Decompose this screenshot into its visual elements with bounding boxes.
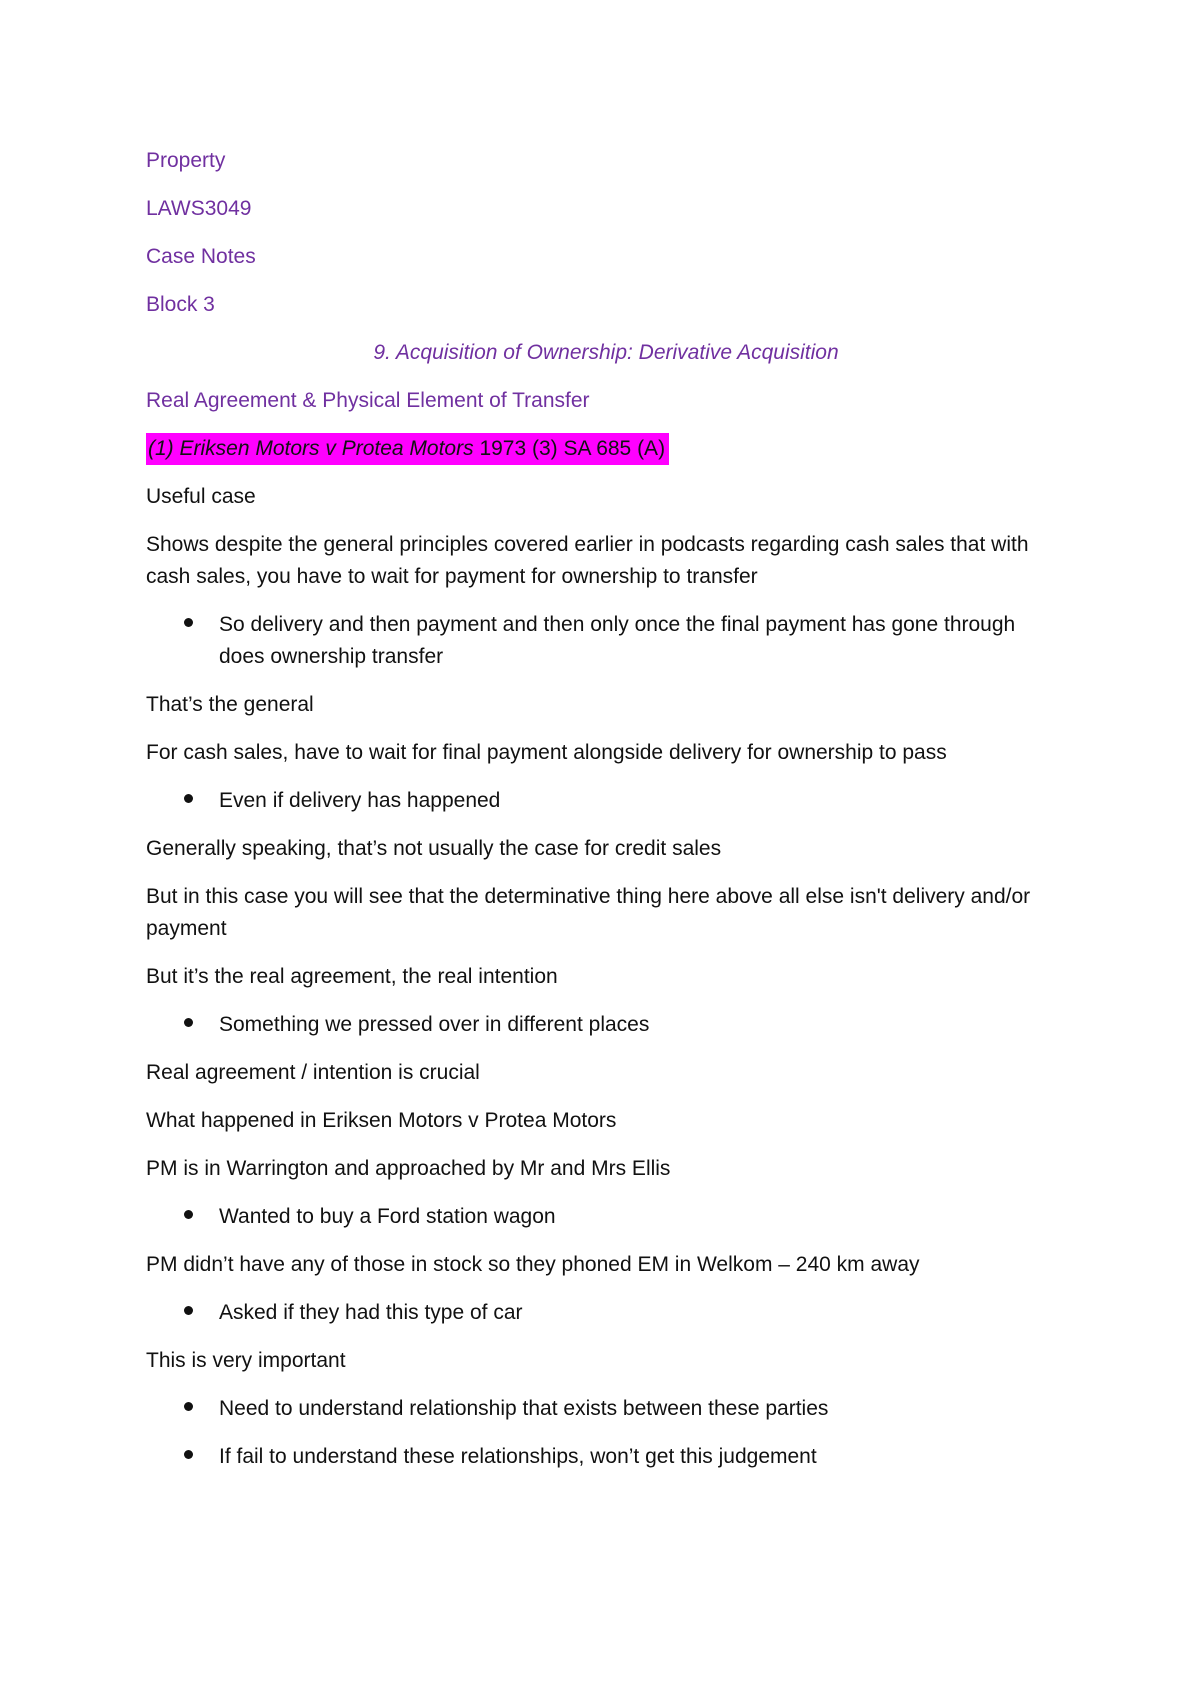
bullet-dot-icon [184,1450,193,1459]
document-content [146,145,1066,1489]
bullet-item [146,1297,1066,1329]
bullet-dot-icon [184,794,193,803]
bullet-dot-icon [184,1210,193,1219]
bullet-text: So delivery and then payment and then only once the final payment has gone through does ownership transfer [219,613,1016,668]
bullet-text: Need to understand relationship that exists between these parties [219,1397,829,1420]
case-number: (1) [148,437,174,460]
document-type: Case Notes [146,245,256,268]
note-paragraph: Generally speaking, that’s not usually the case for credit sales [146,837,722,860]
subject-heading: Property [146,149,226,172]
note-paragraph: Shows despite the general principles covered earlier in podcasts regarding cash sales that with cash sales, you have to wait for payment for ownership to transfer [146,533,1029,588]
note-paragraph: That’s the general [146,693,314,716]
note-paragraph: PM is in Warrington and approached by Mr and Mrs Ellis [146,1157,671,1180]
notes-list [146,481,1066,1473]
note-paragraph: But it’s the real agreement, the real intention [146,965,558,988]
case-heading [146,433,1066,465]
section-title: 9. Acquisition of Ownership: Derivative Acquisition [373,341,839,364]
bullet-dot-icon [184,1018,193,1027]
bullet-dot-icon [184,618,193,627]
bullet-text: Asked if they had this type of car [219,1301,523,1324]
bullet-dot-icon [184,1402,193,1411]
bullet-text: Wanted to buy a Ford station wagon [219,1205,556,1228]
bullet-item [146,609,1066,673]
note-paragraph: PM didn’t have any of those in stock so they phoned EM in Welkom – 240 km away [146,1253,920,1276]
bullet-item [146,785,1066,817]
note-paragraph: Real agreement / intention is crucial [146,1061,480,1084]
case-citation: 1973 (3) SA 685 (A) [479,437,666,460]
case-highlight [146,433,669,465]
note-paragraph: Useful case [146,485,256,508]
subsection-title: Real Agreement & Physical Element of Transfer [146,389,590,412]
note-paragraph: This is very important [146,1349,346,1372]
bullet-item [146,1441,1066,1473]
bullet-item [146,1009,1066,1041]
block-label: Block 3 [146,293,215,316]
note-paragraph: But in this case you will see that the determinative thing here above all else isn't delivery and/or payment [146,885,1031,940]
note-paragraph: For cash sales, have to wait for final payment alongside delivery for ownership to pass [146,741,947,764]
case-name: Eriksen Motors v Protea Motors [179,437,474,460]
course-code: LAWS3049 [146,197,252,220]
bullet-text: Something we pressed over in different places [219,1013,650,1036]
bullet-item [146,1201,1066,1233]
bullet-text: Even if delivery has happened [219,789,501,812]
bullet-text: If fail to understand these relationships, won’t get this judgement [219,1445,817,1468]
bullet-item [146,1393,1066,1425]
note-paragraph: What happened in Eriksen Motors v Protea Motors [146,1109,617,1132]
bullet-dot-icon [184,1306,193,1315]
